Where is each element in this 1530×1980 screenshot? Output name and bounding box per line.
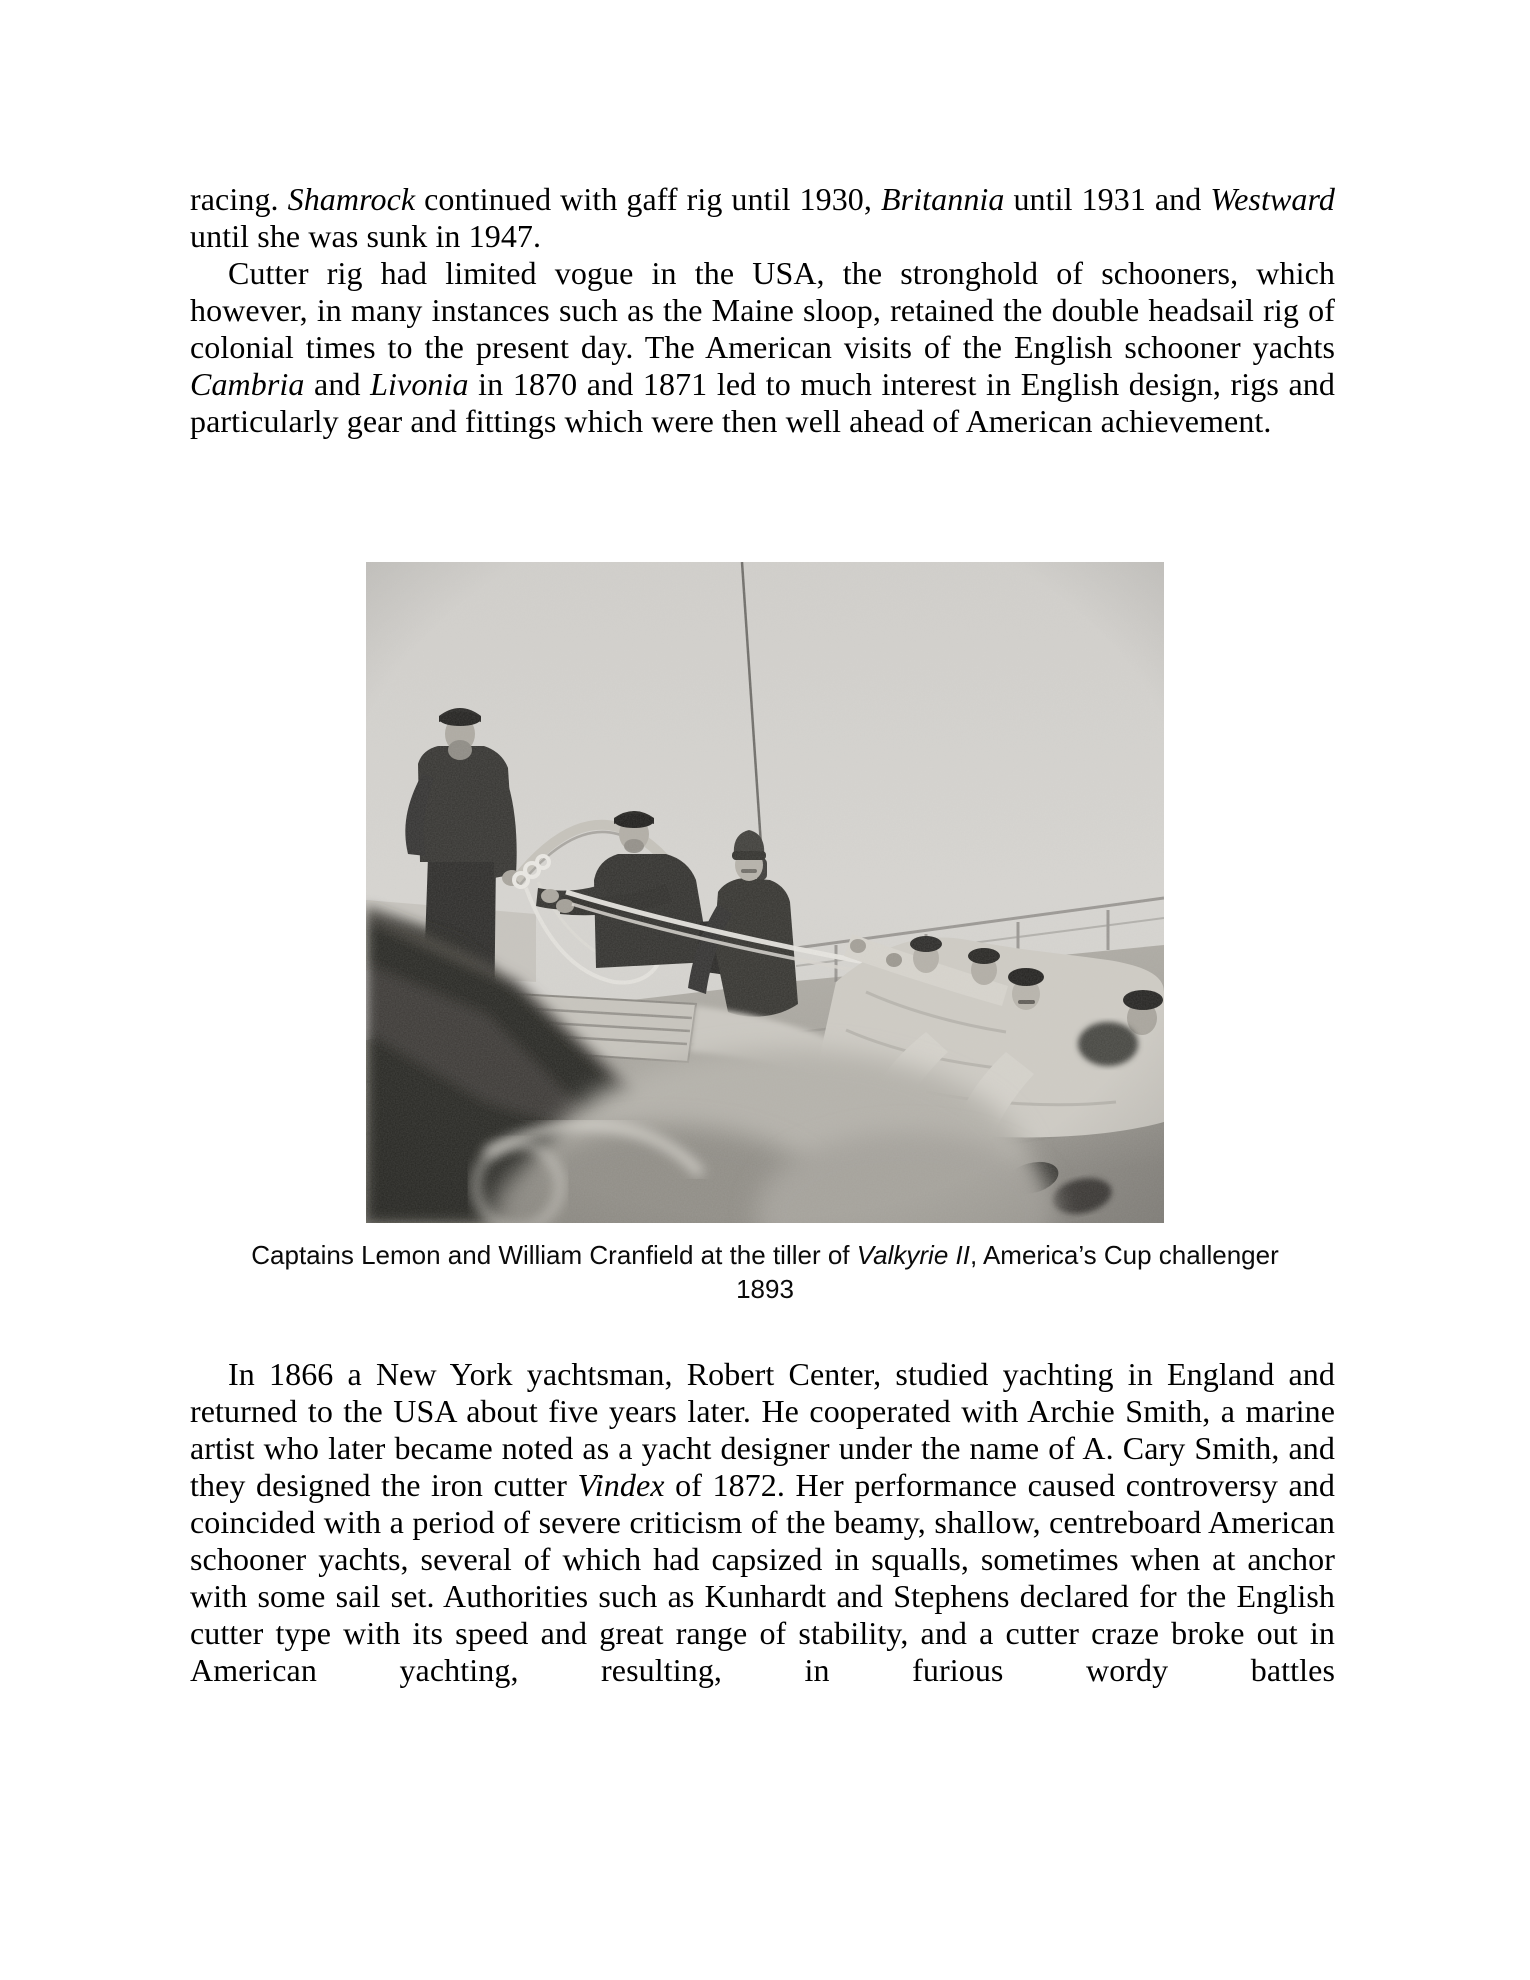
yacht-photo-figure (366, 562, 1164, 1223)
paragraph-1866 (190, 1356, 1335, 1689)
yacht-name-livonia: Livonia (370, 366, 469, 402)
yacht-name-cambria: Cambria (190, 366, 305, 402)
yacht-name-britannia: Britannia (880, 181, 1005, 217)
lower-text-column (190, 1356, 1335, 1689)
photo-caption-line1 (0, 1238, 1530, 1272)
photo-caption-year: 1893 (736, 1274, 794, 1304)
text-segment: and (304, 366, 371, 402)
photo-caption (0, 1238, 1530, 1306)
text-segment: in 1870 and 1871 led to much interest in English design, rigs and particularly gear and fittings which were then well ahead of American achievement. (190, 366, 1336, 439)
yacht-photo-image (366, 562, 1164, 1223)
text-segment: racing. (190, 181, 288, 217)
yacht-name-valkyrie-ii: Valkyrie II (856, 1240, 970, 1270)
text-segment: of 1872. Her performance caused controversy and coincided with a period of severe criticism of the beamy, shallow, centreboard American schooner yachts, several of which had capsized in squalls, sometimes when at anchor with some sail set. Authorities such as Kunhardt and Stephens declared for the English cutter type with its speed and great range of stability, and a cutter craze broke out in American yachting, resulting, in furious wordy battles (190, 1467, 1335, 1688)
paragraph-cutter-rig (190, 255, 1335, 440)
text-segment: until she was sunk in 1947. (190, 218, 542, 254)
text-segment: Cutter rig had limited vogue in the USA, the stronghold of schooners, which however, in many instances such as the Maine sloop, retained the double headsail rig of colonial times to the present day. The American visits of the English schooner yachts (190, 255, 1335, 365)
caption-segment: , America’s Cup challenger (969, 1240, 1279, 1270)
upper-text-column (190, 181, 1335, 440)
yacht-name-vindex: Vindex (577, 1467, 665, 1503)
text-segment: In 1866 a New York yachtsman, Robert Center, studied yachting in England and returned to the USA about five years later. He cooperated with Archie Smith, a marine artist who later became noted as a yacht designer under the name of A. Cary Smith, and they designed the iron cutter (190, 1356, 1335, 1503)
text-segment: until 1931 and (1004, 181, 1211, 217)
caption-segment: Captains Lemon and William Cranfield at the tiller of (251, 1240, 857, 1270)
yacht-name-westward: Westward (1210, 181, 1335, 217)
yacht-name-shamrock: Shamrock (287, 181, 416, 217)
paragraph-racing (190, 181, 1335, 255)
text-segment: continued with gaff rig until 1930, (415, 181, 881, 217)
